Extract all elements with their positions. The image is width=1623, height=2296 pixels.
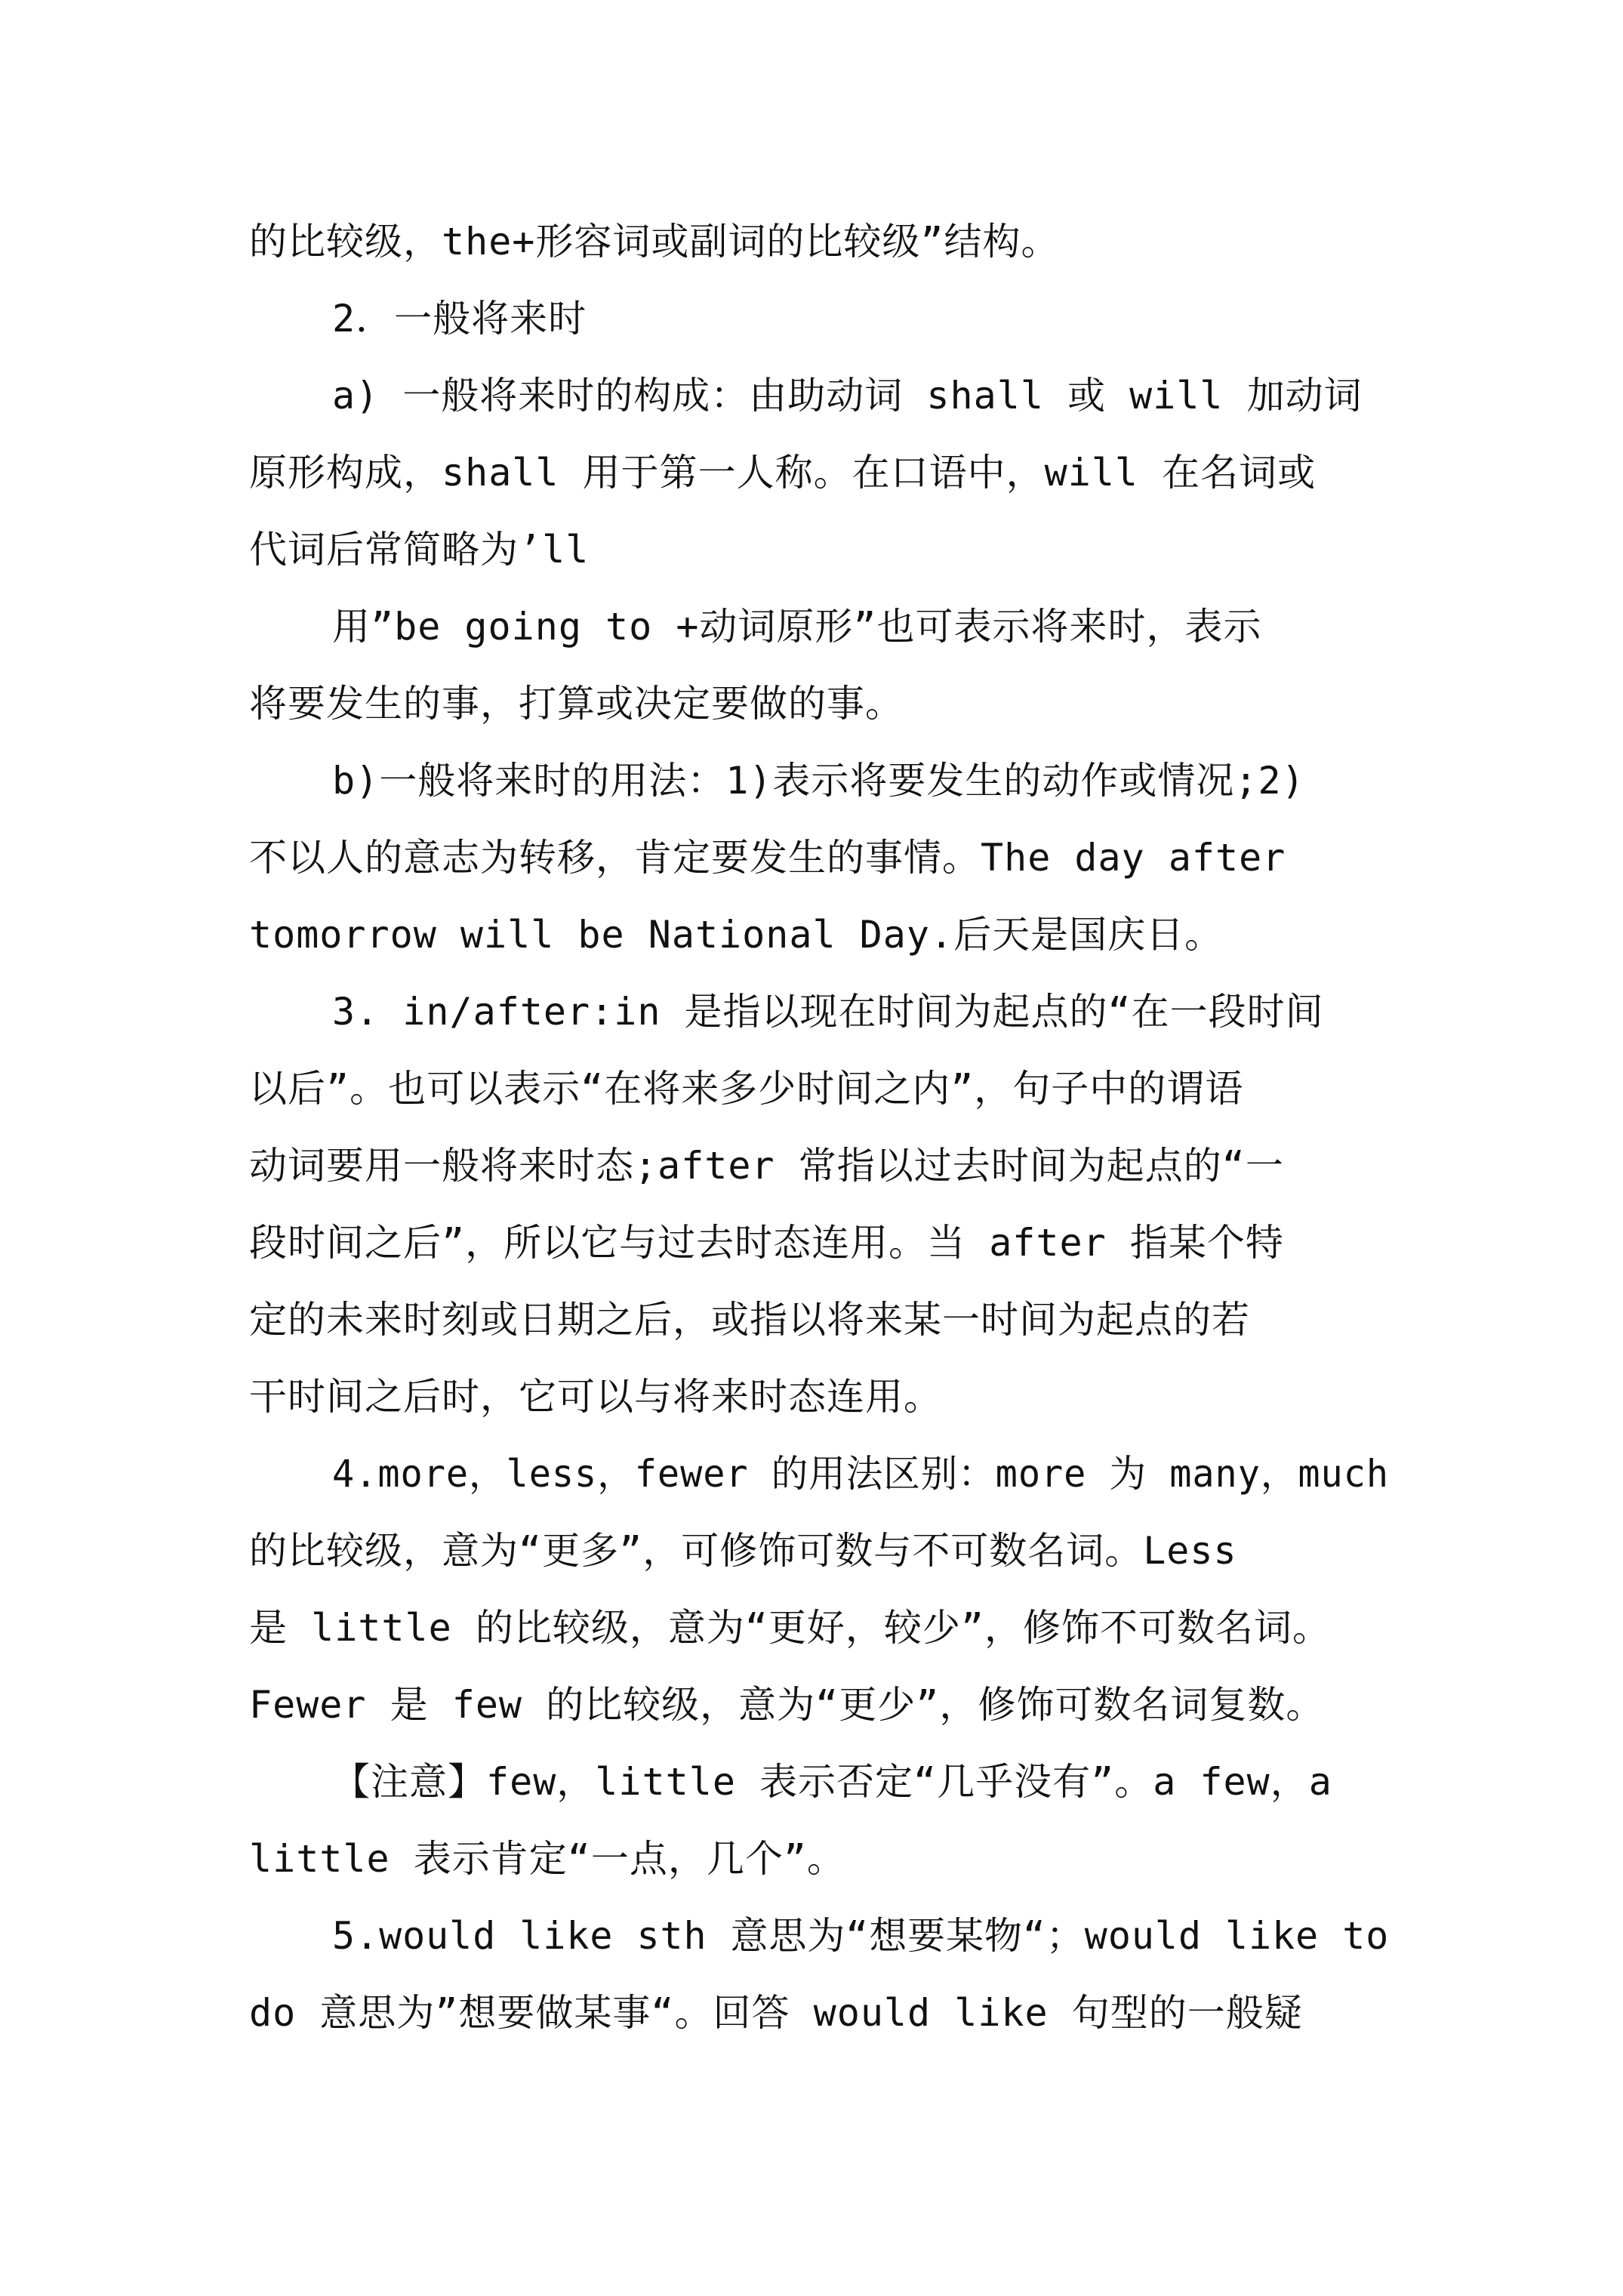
text-line: 定的未来时刻或日期之后，或指以将来某一时间为起点的若 xyxy=(249,1298,1250,1342)
text-line: little 表示肯定“一点，几个”。 xyxy=(249,1837,845,1881)
text-line: 动词要用一般将来时态;after 常指以过去时间为起点的“一 xyxy=(249,1144,1284,1188)
section-heading: 2．一般将来时 xyxy=(332,297,587,341)
text-line: 是 little 的比较级，意为“更好，较少”，修饰不可数名词。 xyxy=(249,1606,1332,1650)
text-line: 的比较级，意为“更多”，可修饰可数与不可数名词。Less xyxy=(249,1529,1237,1573)
text-line: 原形构成，shall 用于第一人称。在口语中，will 在名词或 xyxy=(249,451,1317,495)
text-line: tomorrow will be National Day.后天是国庆日。 xyxy=(249,913,1224,957)
text-line: 将要发生的事，打算或决定要做的事。 xyxy=(249,682,904,726)
text-line: Fewer 是 few 的比较级，意为“更少”，修饰可数名词复数。 xyxy=(249,1683,1325,1727)
text-line: 4.more，less，fewer 的用法区别：more 为 many，much xyxy=(332,1452,1390,1496)
text-line: b)一般将来时的用法：1)表示将要发生的动作或情况;2) xyxy=(332,759,1305,803)
text-line: 不以人的意志为转移，肯定要发生的事情。The day after xyxy=(249,836,1286,880)
text-line: 以后”。也可以表示“在将来多少时间之内”，句子中的谓语 xyxy=(249,1067,1244,1111)
text-line: do 意思为”想要做某事“。回答 would like 句型的一般疑 xyxy=(249,1991,1303,2035)
text-line: a) 一般将来时的构成：由助动词 shall 或 will 加动词 xyxy=(332,374,1363,418)
note-line: 【注意】few，little 表示否定“几乎没有”。a few，a xyxy=(332,1760,1332,1804)
text-line: 段时间之后”，所以它与过去时态连用。当 after 指某个特 xyxy=(249,1221,1284,1265)
text-line: 的比较级，the+形容词或副词的比较级”结构。 xyxy=(249,220,1060,264)
text-line: 代词后常简略为’ll xyxy=(249,528,590,572)
text-line: 干时间之后时，它可以与将来时态连用。 xyxy=(249,1375,942,1419)
text-line: 3. in/after:in 是指以现在时间为起点的“在一段时间 xyxy=(332,990,1324,1034)
text-line: 用”be going to +动词原形”也可表示将来时，表示 xyxy=(332,605,1262,649)
text-line: 5.would like sth 意思为“想要某物“；would like to xyxy=(332,1914,1390,1958)
